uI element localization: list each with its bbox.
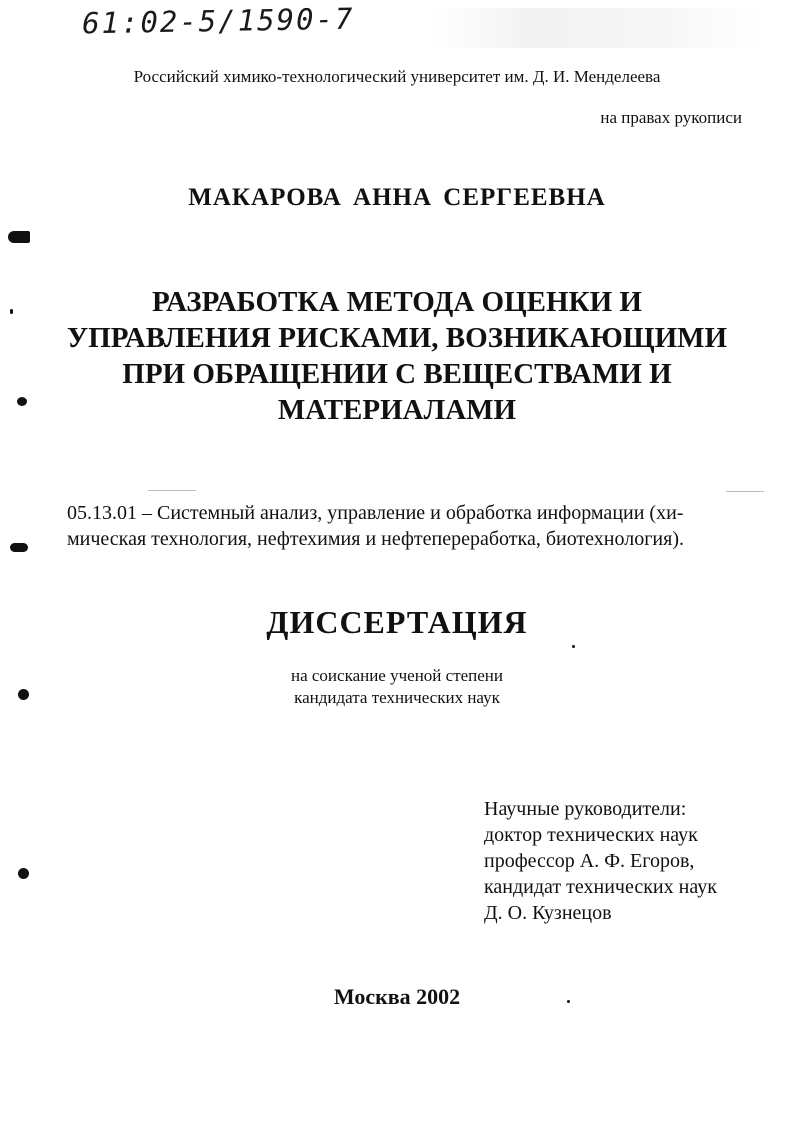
purpose-line: кандидата технических наук (294, 688, 500, 707)
scan-artifact (10, 543, 28, 552)
purpose-line: на соискание ученой степени (290, 666, 504, 685)
degree-purpose (0, 665, 794, 709)
title-line: РАЗРАБОТКА МЕТОДА ОЦЕНКИ И (152, 286, 642, 318)
title-line: ПРИ ОБРАЩЕНИИ С ВЕЩЕСТВАМИ И (122, 358, 672, 390)
specialty-line: 05.13.01 – Системный анализ, управление и обработка информации (хи- (67, 502, 684, 524)
manuscript-note: на правах рукописи (600, 108, 742, 127)
scan-artifact (572, 645, 575, 648)
archive-code-handwritten: 61:02-5/1590-7 (81, 1, 355, 41)
specialty-line: мическая технология, нефтехимия и нефтепереработка, биотехнология). (67, 528, 684, 550)
scan-artifact (10, 309, 13, 314)
supervisors-line: Д. О. Кузнецов (484, 902, 612, 924)
scan-artifact (18, 868, 29, 879)
scan-line (148, 490, 196, 491)
scan-artifact (8, 231, 30, 243)
university-name: Российский химико-технологический университет им. Д. И. Менделеева (133, 67, 661, 86)
title-line: УПРАВЛЕНИЯ РИСКАМИ, ВОЗНИКАЮЩИМИ (66, 322, 728, 354)
supervisors-line: доктор технических наук (484, 824, 698, 846)
author-name: МАКАРОВА АННА СЕРГЕЕВНА (188, 184, 606, 211)
scan-smudge (430, 8, 770, 48)
dissertation-title (40, 284, 754, 428)
title-line: МАТЕРИАЛАМИ (277, 394, 517, 426)
scan-line (726, 491, 764, 492)
supervisors-line: кандидат технических наук (484, 876, 717, 898)
supervisors-line: Научные руководители: (484, 798, 687, 820)
supervisors-line: профессор А. Ф. Егоров, (484, 850, 695, 872)
specialty-code (67, 500, 747, 552)
scan-artifact (18, 689, 29, 700)
supervisors-block (484, 796, 717, 926)
scan-artifact (567, 1000, 570, 1003)
document-type: ДИССЕРТАЦИЯ (266, 604, 528, 640)
city-year: Москва 2002 (333, 984, 461, 1009)
scan-artifact (17, 397, 27, 406)
